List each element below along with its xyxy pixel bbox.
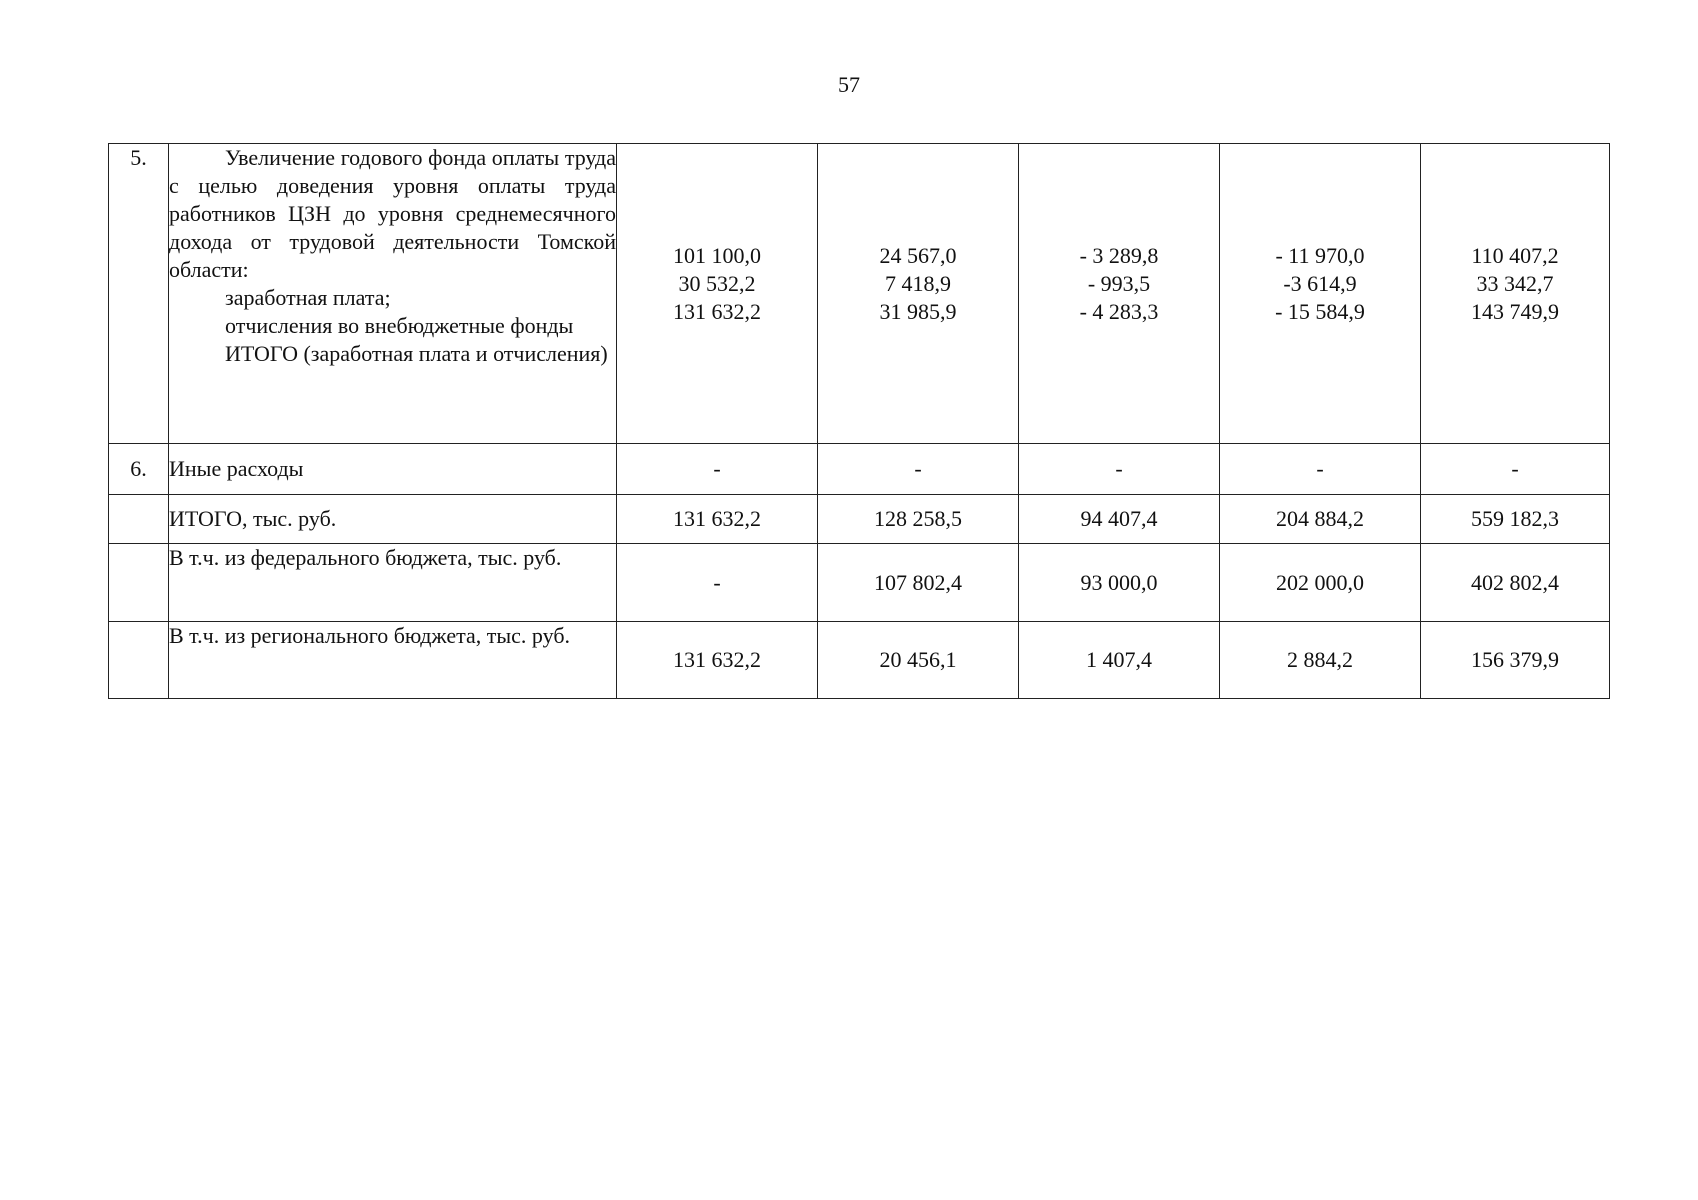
value-cell	[1421, 144, 1610, 444]
value-cell: 2 884,2	[1220, 622, 1421, 699]
value-total: 143 749,9	[1471, 298, 1559, 324]
description-text: В т.ч. из федерального бюджета, тыс. руб.	[169, 545, 562, 570]
budget-table	[108, 143, 1610, 699]
table-row-regional	[109, 622, 1610, 699]
value-cell	[1220, 144, 1421, 444]
value-contributions: - 993,5	[1087, 270, 1151, 296]
value-cell: 131 632,2	[617, 495, 818, 544]
value-cell	[818, 144, 1019, 444]
value-cell: 402 802,4	[1421, 544, 1610, 622]
value-salary: 101 100,0	[673, 242, 761, 268]
value-cell: -	[617, 544, 818, 622]
value-cell: 107 802,4	[818, 544, 1019, 622]
value-cell	[617, 144, 818, 444]
row-description	[169, 144, 617, 444]
value-salary: 110 407,2	[1471, 242, 1559, 268]
value-cell: 204 884,2	[1220, 495, 1421, 544]
row-description	[169, 544, 617, 622]
value-cell: -	[617, 444, 818, 495]
value-cell	[1019, 144, 1220, 444]
table-row-5	[109, 144, 1610, 444]
description-line-salary: заработная плата;	[225, 285, 391, 310]
value-cell: -	[1019, 444, 1220, 495]
row-number	[109, 622, 169, 699]
value-total: 131 632,2	[673, 298, 761, 324]
row-number: 6.	[109, 444, 169, 495]
row-description: ИТОГО, тыс. руб.	[169, 495, 617, 544]
value-contributions: 33 342,7	[1476, 270, 1554, 296]
value-cell: -	[1421, 444, 1610, 495]
value-salary: - 3 289,8	[1079, 242, 1159, 268]
value-contributions: -3 614,9	[1283, 270, 1357, 296]
description-line-total: ИТОГО (заработная плата и отчисления)	[225, 341, 608, 366]
value-cell: 20 456,1	[818, 622, 1019, 699]
value-cell: -	[818, 444, 1019, 495]
value-contributions: 30 532,2	[678, 270, 756, 296]
row-description	[169, 622, 617, 699]
value-cell: 131 632,2	[617, 622, 818, 699]
value-total: - 15 584,9	[1275, 298, 1365, 324]
description-text: В т.ч. из регионального бюджета, тыс. руб.	[169, 623, 571, 648]
table-row-6	[109, 444, 1610, 495]
value-cell: 156 379,9	[1421, 622, 1610, 699]
value-cell: 202 000,0	[1220, 544, 1421, 622]
table-row-total	[109, 495, 1610, 544]
row-number: 5.	[109, 144, 169, 444]
row-number	[109, 495, 169, 544]
value-contributions: 7 418,9	[885, 270, 951, 296]
value-cell: 1 407,4	[1019, 622, 1220, 699]
value-cell: 93 000,0	[1019, 544, 1220, 622]
value-cell: 94 407,4	[1019, 495, 1220, 544]
description-heading: Увеличение годового фонда оплаты труда с целью доведения уровня оплаты труда работников ЦЗН до уровня среднемесячного дохода от трудовой деятельности Томской области:	[169, 145, 616, 282]
value-cell: 559 182,3	[1421, 495, 1610, 544]
value-total: 31 985,9	[879, 298, 957, 324]
table-row-federal	[109, 544, 1610, 622]
value-cell: 128 258,5	[818, 495, 1019, 544]
value-cell: -	[1220, 444, 1421, 495]
page-number: 57	[838, 72, 860, 97]
value-salary: 24 567,0	[879, 242, 957, 268]
row-number	[109, 544, 169, 622]
value-total: - 4 283,3	[1079, 298, 1159, 324]
value-salary: - 11 970,0	[1275, 242, 1365, 268]
description-line-contributions: отчисления во внебюджетные фонды	[225, 313, 574, 338]
row-description: Иные расходы	[169, 444, 617, 495]
